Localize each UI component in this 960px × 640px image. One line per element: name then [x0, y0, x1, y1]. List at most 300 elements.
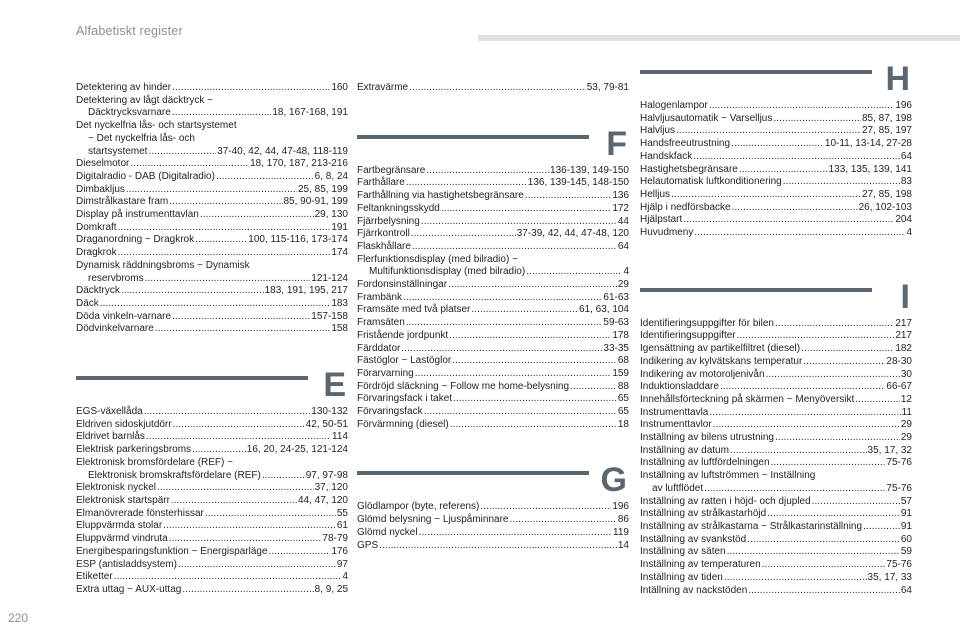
entry-page-refs: 178 [612, 329, 629, 341]
entry-page-refs: 12 [900, 393, 912, 405]
index-entry [640, 356, 912, 369]
entry-page-refs: 37-39, 42, 44, 47-48, 120 [516, 228, 629, 240]
index-entry [76, 82, 348, 95]
entry-page-refs: 160 [331, 82, 348, 93]
index-entry [357, 381, 629, 394]
dot-leader [713, 419, 900, 432]
dot-leader [401, 343, 602, 356]
entry-term: Inställning av svankstöd [640, 533, 747, 545]
entry-term: Elektronisk startspärr [76, 494, 170, 506]
index-entry [640, 176, 912, 189]
index-entry-list [357, 165, 629, 432]
entry-page-refs: 59-63 [603, 317, 629, 329]
dot-leader [114, 571, 342, 584]
index-entry [76, 196, 348, 209]
section-header [76, 362, 348, 406]
dot-leader [471, 304, 578, 317]
index-entry [640, 125, 912, 138]
index-section-g [357, 457, 629, 552]
index-entry [76, 495, 348, 508]
entry-term: Däcktrycksvarnare [88, 107, 171, 119]
entry-page-refs: 61, 63, 104 [578, 304, 629, 316]
index-entry [76, 431, 348, 444]
entry-term: Farthållning via hastighetsbegränsare [357, 190, 524, 202]
entry-term: Intällning av nackstöden [640, 584, 748, 596]
entry-page-refs: 217 [895, 317, 912, 329]
entry-page-refs: 14 [617, 539, 629, 551]
dot-leader [195, 234, 247, 247]
entry-term: Eldriven sidoskjutdörr [76, 418, 172, 430]
dot-leader [766, 369, 900, 382]
dot-leader [775, 318, 894, 331]
dot-leader [748, 585, 900, 598]
index-entry [640, 470, 912, 483]
entry-page-refs: 64 [900, 584, 912, 596]
entry-page-refs: 136, 139-145, 148-150 [527, 177, 629, 189]
entry-page-refs: 29 [900, 432, 912, 444]
entry-page-refs: 61 [336, 520, 348, 532]
section-letter: I [900, 277, 910, 316]
index-entry-list [76, 82, 348, 336]
entry-term: Instrumenttavla [640, 406, 709, 418]
entry-page-refs: 78-79 [322, 533, 348, 545]
entry-page-refs: 4 [623, 266, 629, 278]
entry-page-refs: 121-124 [311, 272, 348, 284]
dot-leader [216, 171, 314, 184]
entry-term: ~ Det nyckelfria lås- och [88, 132, 195, 144]
section-letter: E [323, 366, 346, 405]
index-entry [76, 234, 348, 247]
entry-page-refs: 64 [900, 150, 912, 162]
header-title: Alfabetiskt register [76, 24, 183, 38]
dot-leader [783, 176, 900, 189]
entry-page-refs: 10-11, 13-14, 27-28 [824, 138, 912, 150]
entry-page-refs: 55 [336, 507, 348, 519]
entry-page-refs: 65 [617, 406, 629, 418]
index-entry [357, 343, 629, 356]
index-entry [76, 184, 348, 197]
dot-leader [709, 407, 900, 420]
entry-page-refs: 29, 130 [314, 209, 348, 221]
index-entry-continuation [357, 266, 629, 279]
index-entry [640, 227, 912, 240]
entry-page-refs: 25, 85, 199 [297, 183, 348, 195]
dot-leader [144, 406, 311, 419]
dot-leader [411, 228, 516, 241]
dot-leader [801, 343, 894, 356]
dot-leader [747, 534, 900, 547]
index-entry [640, 457, 912, 470]
entry-term: Hastighetsbegränsare [640, 163, 738, 175]
dot-leader [121, 285, 264, 298]
index-entry-continuation [640, 483, 912, 496]
entry-term: Flaskhållare [357, 240, 411, 252]
entry-term: Hjälp i nedförsbacke [640, 201, 731, 213]
entry-page-refs: 174 [331, 247, 348, 259]
dot-leader [731, 138, 824, 151]
entry-term: Halvljus [640, 125, 676, 137]
index-entry [640, 394, 912, 407]
entry-term: Dragkrok [76, 247, 117, 259]
entry-term: Förvaringsfack [357, 406, 423, 418]
entry-term: Multifunktionsdisplay (med bilradio) [369, 266, 526, 278]
entry-page-refs: 65 [617, 393, 629, 405]
dot-leader [762, 559, 886, 572]
entry-page-refs: 136-139, 149-150 [550, 164, 629, 176]
entry-term: Elmanövrerade fönsterhissar [76, 507, 204, 519]
entry-term: Display på instrumenttavlan [76, 209, 199, 221]
section-letter: F [606, 124, 627, 163]
entry-page-refs: 136 [612, 190, 629, 202]
entry-term: Dieselmotor [76, 158, 130, 170]
entry-term: Halogenlampor [640, 100, 708, 111]
entry-term: Huvudmeny [640, 227, 694, 239]
dot-leader [173, 419, 305, 432]
entry-term: Indikering av motoroljenivån [640, 368, 765, 380]
dot-leader [526, 266, 622, 279]
dot-leader [704, 483, 885, 496]
index-entry [76, 285, 348, 298]
dot-leader [200, 209, 314, 222]
index-entry [76, 444, 348, 457]
entry-term: Fartbegränsare [357, 164, 426, 176]
dot-leader [163, 520, 336, 533]
entry-page-refs: 35, 17, 32 [867, 444, 912, 456]
entry-term: Handsfreeutrustning [640, 138, 731, 150]
entry-page-refs: 217 [895, 330, 912, 342]
entry-page-refs: 64 [617, 240, 629, 252]
entry-page-refs: 75-76 [886, 482, 912, 494]
index-entry [357, 540, 629, 553]
dot-leader [448, 279, 617, 292]
dot-leader [803, 356, 885, 369]
index-entry-continuation [76, 146, 348, 159]
index-entry [357, 330, 629, 343]
entry-term: Fjärrkontroll [357, 228, 410, 240]
dot-leader [155, 323, 330, 336]
entry-page-refs: 204 [895, 214, 912, 226]
index-entry-list [640, 318, 912, 597]
index-entry [640, 369, 912, 382]
index-entry [76, 457, 348, 470]
dot-leader [419, 527, 612, 540]
index-entry [76, 546, 348, 559]
index-entry [76, 482, 348, 495]
dot-leader [100, 298, 331, 311]
entry-term: Igensättning av partikelfiltret (diesel) [640, 343, 801, 355]
dot-leader [205, 508, 336, 521]
index-entry [76, 209, 348, 222]
entry-term: reservbroms [88, 272, 144, 284]
index-entry [357, 279, 629, 292]
entry-term: Inställning av luftfördelningen [640, 457, 770, 469]
index-entry [357, 254, 629, 267]
entry-term: Innehållsförteckning på skärmen ~ Menyöversikt [640, 393, 855, 405]
dot-leader [403, 292, 602, 305]
entry-page-refs: 196 [895, 100, 912, 111]
entry-term: Inställning av luftströmmen ~ Inställning [640, 470, 816, 482]
dot-leader [775, 432, 900, 445]
dot-leader [148, 146, 216, 159]
dot-leader [525, 190, 612, 203]
entry-term: Dynamisk räddningsbroms ~ Dynamisk [76, 259, 250, 271]
dot-leader [863, 521, 900, 534]
entry-page-refs: 16, 20, 24-25, 121-124 [246, 444, 348, 456]
index-entry [640, 407, 912, 420]
index-entry [640, 508, 912, 521]
entry-page-refs: 158 [331, 323, 348, 335]
dot-leader [157, 482, 314, 495]
index-entry [640, 572, 912, 585]
index-entry [76, 171, 348, 184]
entry-term: Färddator [357, 342, 401, 354]
index-entry [357, 190, 629, 203]
entry-page-refs: 91 [900, 520, 912, 532]
index-section-h [640, 56, 912, 240]
dot-leader [720, 381, 885, 394]
entry-page-refs: 100, 115-116, 173-174 [248, 234, 348, 246]
entry-page-refs: 18 [617, 418, 629, 430]
entry-term: Eluppvärmd vindruta [76, 533, 168, 545]
dot-leader [732, 202, 858, 215]
dot-leader [767, 508, 900, 521]
entry-term: Digitalradio - DAB (Digitalradio) [76, 170, 215, 182]
dot-leader [441, 203, 611, 216]
entry-page-refs: 28-30 [886, 355, 912, 367]
index-entry [357, 241, 629, 254]
entry-term: Fjärrbelysning [357, 215, 420, 227]
entry-page-refs: 66-67 [886, 381, 912, 393]
entry-page-refs: 75-76 [886, 559, 912, 571]
entry-term: Hjälpstart [640, 214, 683, 226]
entry-term: Feltankningsskydd [357, 202, 440, 214]
section-header [640, 56, 912, 100]
index-entry-continuation [76, 133, 348, 146]
section-rule [76, 376, 308, 380]
entry-term: Inställning av datum [640, 444, 729, 456]
dot-leader [739, 164, 828, 177]
entry-page-refs: 35, 17, 33 [867, 571, 912, 583]
entry-term: Energibesparingsfunktion ~ Energisparläge [76, 545, 268, 557]
index-entry-continuation [76, 470, 348, 483]
dot-leader [480, 501, 611, 514]
entry-page-refs: 60 [900, 533, 912, 545]
index-column-2 [357, 82, 629, 552]
index-section-continued [76, 82, 348, 336]
dot-leader [415, 368, 612, 381]
entry-term: Domkraft [76, 221, 117, 233]
entry-term: Inställning av strålkastarhöjd [640, 508, 767, 520]
index-entry [76, 406, 348, 419]
entry-term: Extra uttag ~ AUX-uttag [76, 583, 182, 595]
entry-page-refs: 33-35 [603, 342, 629, 354]
entry-term: Inställning av ratten i höjd- och djupled [640, 495, 811, 507]
dot-leader [172, 82, 330, 95]
entry-page-refs: 85, 87, 198 [861, 112, 912, 124]
index-entry [76, 520, 348, 533]
entry-page-refs: 18, 167-168, 191 [272, 107, 348, 119]
index-entry [357, 203, 629, 216]
index-entry [357, 355, 629, 368]
index-entry [76, 120, 348, 133]
entry-page-refs: 59 [900, 546, 912, 558]
entry-page-refs: 176 [331, 545, 348, 557]
section-rule [640, 288, 872, 292]
index-entry [640, 419, 912, 432]
index-entry [357, 514, 629, 527]
index-entry [640, 138, 912, 151]
entry-page-refs: 61-63 [603, 291, 629, 303]
dot-leader [773, 113, 861, 126]
entry-page-refs: 8, 9, 25 [314, 583, 348, 595]
dot-leader [421, 216, 617, 229]
index-entry [76, 260, 348, 273]
dot-leader [450, 419, 617, 432]
entry-term: Detektering av hinder [76, 82, 172, 93]
entry-term: Helljus [640, 188, 671, 200]
index-entry-list [76, 406, 348, 597]
index-entry [357, 82, 629, 95]
entry-page-refs: 26, 102-103 [858, 201, 912, 213]
entry-page-refs: 91 [900, 508, 912, 520]
section-header [357, 121, 629, 165]
section-letter: H [885, 60, 910, 98]
entry-term: Flerfunktionsdisplay (med bilradio) ~ [357, 253, 518, 265]
index-section-e [76, 362, 348, 597]
index-entry [76, 419, 348, 432]
dot-leader [379, 540, 617, 553]
index-entry [76, 533, 348, 546]
index-entry [357, 393, 629, 406]
entry-term: Inställning av tiden [640, 571, 723, 583]
dot-leader [737, 330, 895, 343]
entry-page-refs: 29 [617, 279, 629, 291]
index-entry [640, 330, 912, 343]
entry-term: Dimstrålkastare fram [76, 196, 169, 208]
entry-page-refs: 157-158 [311, 310, 348, 322]
entry-page-refs: 27, 85, 198 [861, 188, 912, 200]
entry-term: Framsäten [357, 317, 405, 329]
dot-leader [409, 82, 586, 95]
entry-term: Glömd nyckel [357, 526, 418, 538]
entry-term: Etiketter [76, 571, 113, 583]
entry-term: Farthållare [357, 177, 405, 189]
entry-page-refs: 75-76 [886, 457, 912, 469]
index-entry [357, 527, 629, 540]
index-column-3 [640, 60, 912, 597]
entry-term: Däcktryck [76, 285, 120, 297]
entry-term: Identifieringsuppgifter [640, 330, 736, 342]
dot-leader [406, 177, 527, 190]
entry-term: Inställning av bilens utrustning [640, 432, 774, 444]
entry-term: Draganordning ~ Dragkrok [76, 234, 195, 246]
index-entry [357, 406, 629, 419]
index-entry [76, 247, 348, 260]
entry-term: Helautomatisk luftkonditionering [640, 176, 782, 188]
entry-page-refs: 11 [901, 406, 912, 418]
dot-leader [424, 406, 617, 419]
index-entry [76, 508, 348, 521]
entry-term: Identifieringsuppgifter för bilen [640, 317, 774, 329]
dot-leader [182, 584, 313, 597]
index-entry [357, 317, 629, 330]
dot-leader [406, 317, 603, 330]
index-entry [640, 113, 912, 126]
entry-page-refs: 4 [906, 227, 912, 239]
entry-page-refs: 27, 85, 197 [861, 125, 912, 137]
index-entry [640, 496, 912, 509]
entry-term: Inställning av strålkastarna ~ Strålkastarinställning [640, 520, 863, 532]
entry-term: GPS [357, 539, 379, 551]
index-entry [640, 445, 912, 458]
index-entry [76, 298, 348, 311]
entry-page-refs: 172 [612, 202, 629, 214]
entry-term: Halvljusautomatik ~ Varselljus [640, 112, 773, 124]
index-entry [76, 158, 348, 171]
index-entry [76, 559, 348, 572]
section-header [640, 274, 912, 318]
index-entry [640, 585, 912, 598]
entry-page-refs: 57 [900, 495, 912, 507]
entry-term: EGS-växellåda [76, 406, 143, 418]
entry-page-refs: 4 [342, 571, 348, 583]
index-entry [357, 292, 629, 305]
entry-term: Elektronisk bromsfördelare (REF) ~ [76, 456, 233, 468]
index-entry [76, 311, 348, 324]
index-entry [640, 432, 912, 445]
entry-page-refs: 88 [617, 380, 629, 392]
index-entry [357, 216, 629, 229]
entry-page-refs: 6, 8, 24 [314, 170, 348, 182]
dot-leader [146, 431, 331, 444]
entry-term: Eldrivet barnlås [76, 431, 145, 443]
index-section-f [357, 121, 629, 432]
index-entry-list [640, 100, 912, 240]
entry-page-refs: 159 [612, 367, 629, 379]
index-entry [640, 381, 912, 394]
dot-leader [118, 222, 331, 235]
section-header [357, 457, 629, 501]
index-entry [640, 318, 912, 331]
dot-leader [130, 158, 249, 171]
dot-leader [727, 546, 900, 559]
index-entry [640, 100, 912, 113]
entry-term: Fördröjd släckning ~ Follow me home-belysning [357, 380, 570, 392]
dot-leader [449, 330, 611, 343]
entry-term: Förarvarning [357, 367, 414, 379]
entry-term: Förvärmning (diesel) [357, 418, 449, 430]
index-entry [76, 584, 348, 597]
dot-leader [683, 214, 894, 227]
header-rule [478, 35, 960, 41]
index-entry [357, 304, 629, 317]
index-entry-continuation [76, 273, 348, 286]
entry-page-refs: 42, 50-51 [305, 418, 348, 430]
dot-leader [730, 445, 867, 458]
index-entry [357, 177, 629, 190]
dot-leader [452, 355, 617, 368]
entry-page-refs: 53, 79-81 [586, 82, 629, 93]
entry-term: Eluppvärmda stolar [76, 520, 163, 532]
entry-term: Däck [76, 297, 99, 309]
dot-leader [172, 311, 310, 324]
dot-leader [169, 196, 282, 209]
entry-term: Elektronisk bromskraftsfördelare (REF) [88, 469, 261, 481]
dot-leader [171, 495, 297, 508]
dot-leader [671, 189, 861, 202]
entry-page-refs: 196 [612, 501, 629, 513]
section-rule [357, 135, 589, 139]
